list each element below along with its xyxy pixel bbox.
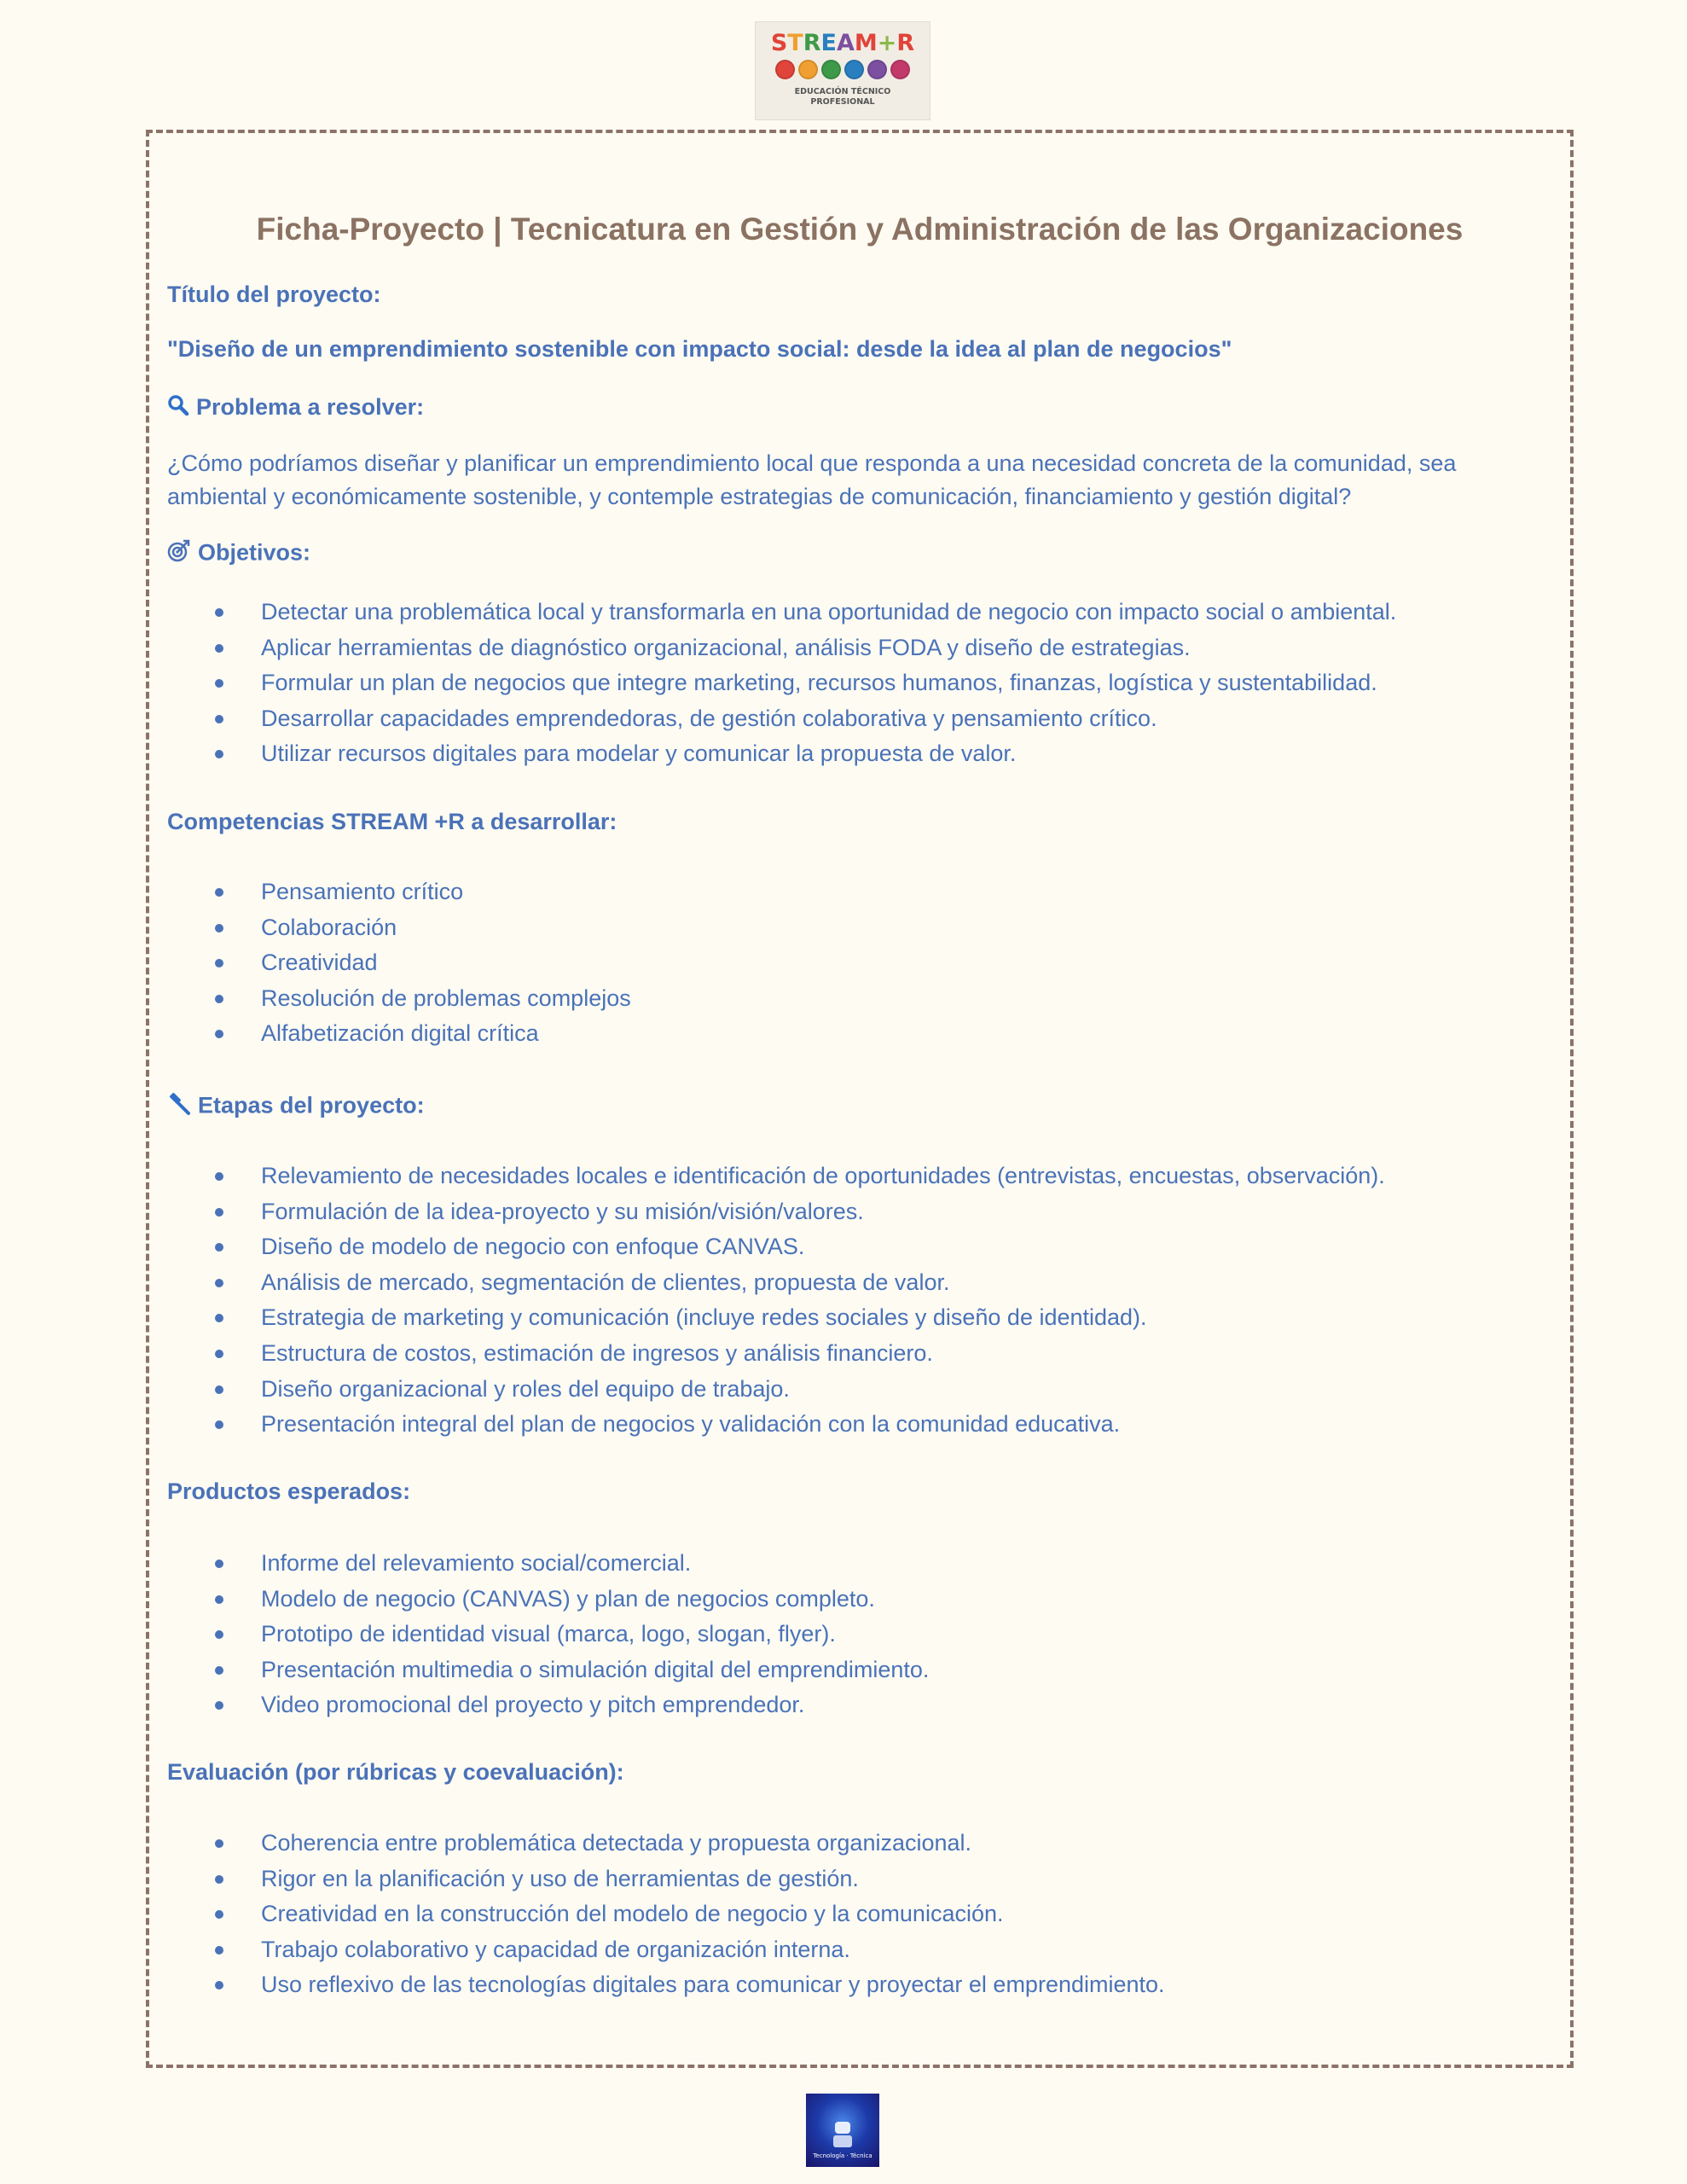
list-item: Formulación de la idea-proyecto y su misión/visión/valores. [167, 1194, 1385, 1230]
stages-list [167, 1159, 1385, 1443]
project-title-label: Título del proyecto: [167, 282, 381, 307]
problem-heading: Problema a resolver: [167, 394, 424, 422]
list-item: Rigor en la planificación y uso de herramientas de gestión. [167, 1862, 1165, 1897]
list-item: Creatividad en la construcción del modelo de negocio y la comunicación. [167, 1896, 1165, 1932]
list-item: Detectar una problemática local y transformarla en una oportunidad de negocio con impacto social o ambiental. [167, 595, 1396, 630]
stages-heading: Etapas del proyecto: [167, 1092, 425, 1122]
project-title: "Diseño de un emprendimiento sostenible con impacto social: desde la idea al plan de negocios" [167, 336, 1232, 362]
search-icon [167, 394, 189, 422]
list-item: Presentación multimedia o simulación digital del emprendimiento. [167, 1653, 929, 1688]
stream-r-logo [755, 21, 930, 120]
list-item: Colaboración [167, 910, 631, 946]
products-heading: Productos esperados: [167, 1478, 411, 1504]
problem-text: ¿Cómo podríamos diseñar y planificar un emprendimiento local que responda a una necesidad concreta de la comunidad, sea ambiental y económicamente sostenible, y contemple estrategias de comunicación, financiamiento y gestión digital? [167, 450, 1457, 509]
list-item: Utilizar recursos digitales para modelar y comunicar la propuesta de valor. [167, 736, 1396, 772]
competencies-list [167, 874, 631, 1052]
list-item: Estructura de costos, estimación de ingresos y análisis financiero. [167, 1336, 1385, 1372]
tecnologia-tecnica-logo [806, 2094, 879, 2167]
list-item: Desarrollar capacidades emprendedoras, de gestión colaborativa y pensamiento crítico. [167, 701, 1396, 737]
list-item: Trabajo colaborativo y capacidad de organización interna. [167, 1932, 1165, 1968]
hammer-icon [167, 1092, 191, 1122]
target-icon [167, 539, 191, 569]
footer-logo-caption: Tecnología · Técnica [813, 2152, 872, 2159]
list-item: Pensamiento crítico [167, 874, 631, 910]
robot-icon [832, 2122, 854, 2147]
list-item: Diseño organizacional y roles del equipo de trabajo. [167, 1372, 1385, 1408]
list-item: Estrategia de marketing y comunicación (incluye redes sociales y diseño de identidad). [167, 1300, 1385, 1336]
list-item: Análisis de mercado, segmentación de clientes, propuesta de valor. [167, 1265, 1385, 1301]
evaluation-heading: Evaluación (por rúbricas y coevaluación): [167, 1759, 624, 1785]
competencies-heading: Competencias STREAM +R a desarrollar: [167, 809, 617, 834]
list-item: Uso reflexivo de las tecnologías digitales para comunicar y proyectar el emprendimiento. [167, 1967, 1165, 2003]
evaluation-list [167, 1826, 1165, 2003]
objectives-list [167, 595, 1396, 772]
logo-icons [775, 60, 910, 79]
list-item: Informe del relevamiento social/comercial. [167, 1546, 929, 1582]
objectives-heading: Objetivos: [167, 539, 310, 569]
products-list [167, 1546, 929, 1723]
list-item: Resolución de problemas complejos [167, 981, 631, 1017]
list-item: Creatividad [167, 945, 631, 981]
list-item: Relevamiento de necesidades locales e identificación de oportunidades (entrevistas, encuestas, observación). [167, 1159, 1385, 1194]
list-item: Coherencia entre problemática detectada y propuesta organizacional. [167, 1826, 1165, 1862]
list-item: Prototipo de identidad visual (marca, logo, slogan, flyer). [167, 1617, 929, 1653]
list-item: Aplicar herramientas de diagnóstico organizacional, análisis FODA y diseño de estrategias. [167, 630, 1396, 666]
list-item: Presentación integral del plan de negocios y validación con la comunidad educativa. [167, 1407, 1385, 1443]
list-item: Alfabetización digital crítica [167, 1016, 631, 1052]
page-title: Ficha-Proyecto | Tecnicatura en Gestión y Administración de las Organizaciones [256, 212, 1464, 247]
list-item: Formular un plan de negocios que integre marketing, recursos humanos, finanzas, logística y sustentabilidad. [167, 665, 1396, 701]
list-item: Diseño de modelo de negocio con enfoque CANVAS. [167, 1229, 1385, 1265]
logo-subtitle: EDUCACIÓN TÉCNICO PROFESIONAL [794, 87, 891, 107]
list-item: Modelo de negocio (CANVAS) y plan de negocios completo. [167, 1582, 929, 1618]
list-item: Video promocional del proyecto y pitch emprendedor. [167, 1687, 929, 1723]
logo-brand: STREAM+R [770, 30, 915, 56]
